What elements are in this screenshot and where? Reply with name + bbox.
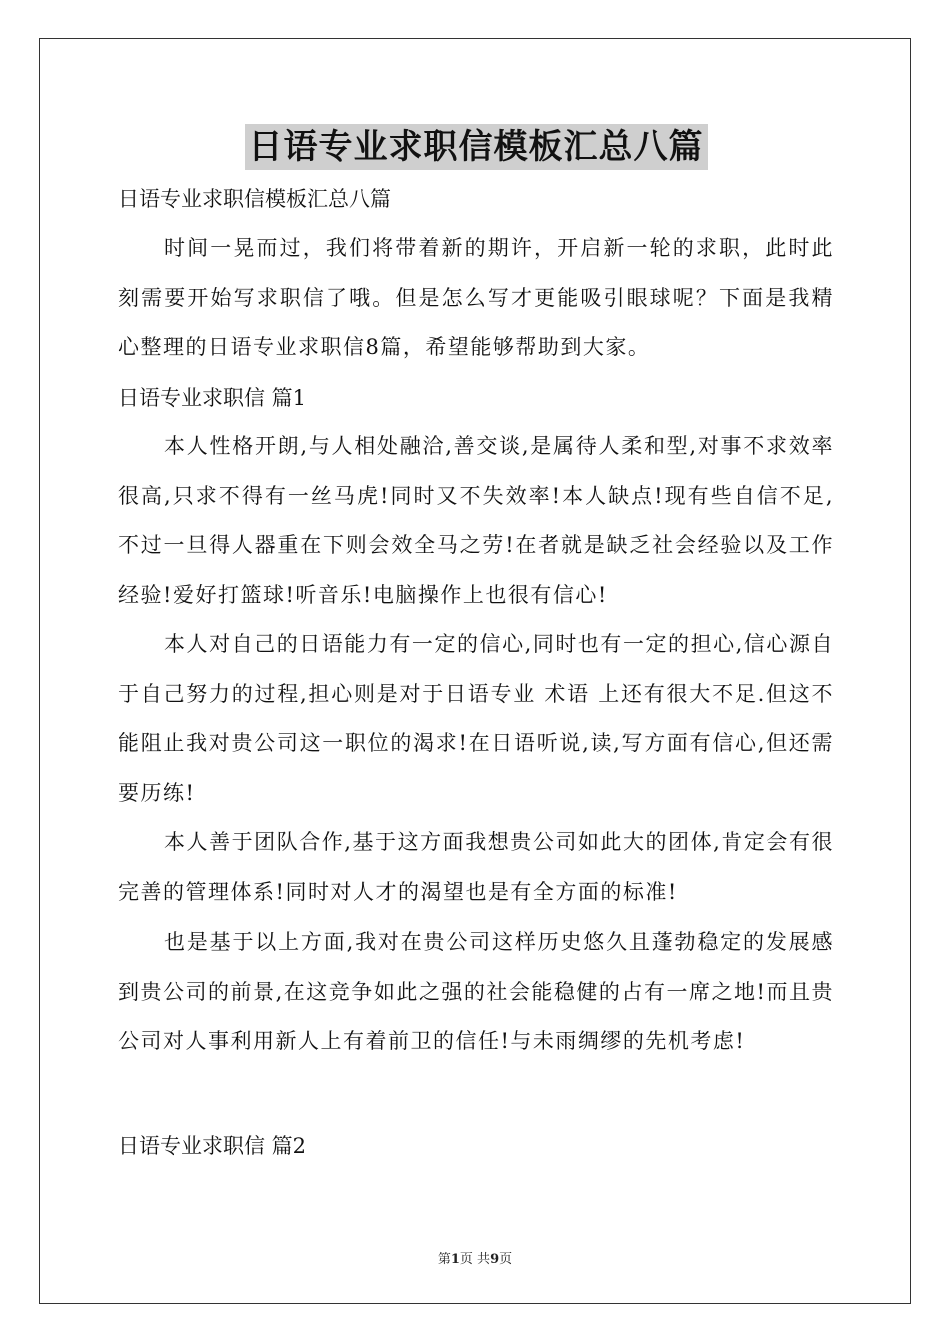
body-paragraph-2: 本人对自己的日语能力有一定的信心,同时也有一定的担心,信心源自于自己努力的过程,担心则是对于日语专业 术语 上还有很大不足.但这不能阻止我对贵公司这一职位的渴求!在日语听说,读,写方面有信心,但还需要历练! [118,632,834,805]
footer-mid: 页 共 [459,1252,491,1267]
body-paragraph-3: 本人善于团队合作,基于这方面我想贵公司如此大的团体,肯定会有很完善的管理体系!同时对人才的渴望也是有全方面的标准! [118,830,834,904]
section-heading-1: 日语专业求职信 篇1 [118,386,307,410]
footer-page-total: 9 [490,1252,500,1267]
title-container [118,124,834,170]
document-subtitle: 日语专业求职信模板汇总八篇 [118,187,391,211]
body-paragraph-1: 本人性格开朗,与人相处融洽,善交谈,是属待人柔和型,对事不求效率很高,只求不得有一丝马虎!同时又不失效率!本人缺点!现有些自信不足,不过一旦得人器重在下则会效全马之劳!在者就是缺乏社会经验以及工作经验!爱好打篮球!听音乐!电脑操作上也很有信心! [118,434,834,607]
section-heading-2: 日语专业求职信 篇2 [118,1134,307,1158]
footer-page-current: 1 [450,1252,460,1267]
intro-paragraph: 时间一晃而过，我们将带着新的期许，开启新一轮的求职，此时此刻需要开始写求职信了哦。但是怎么写才更能吸引眼球呢？下面是我精心整理的日语专业求职信8篇，希望能够帮助到大家。 [118,236,834,359]
page-footer [0,1248,950,1267]
body-paragraph-4: 也是基于以上方面,我对在贵公司这样历史悠久且蓬勃稳定的发展感到贵公司的前景,在这竞争如此之强的社会能稳健的占有一席之地!而且贵公司对人事利用新人上有着前卫的信任!与未雨绸缪的先机考虑! [118,930,834,1053]
document-title: 日语专业求职信模板汇总八篇 [245,124,708,170]
footer-suffix: 页 [499,1252,513,1267]
footer-prefix: 第 [437,1252,451,1267]
